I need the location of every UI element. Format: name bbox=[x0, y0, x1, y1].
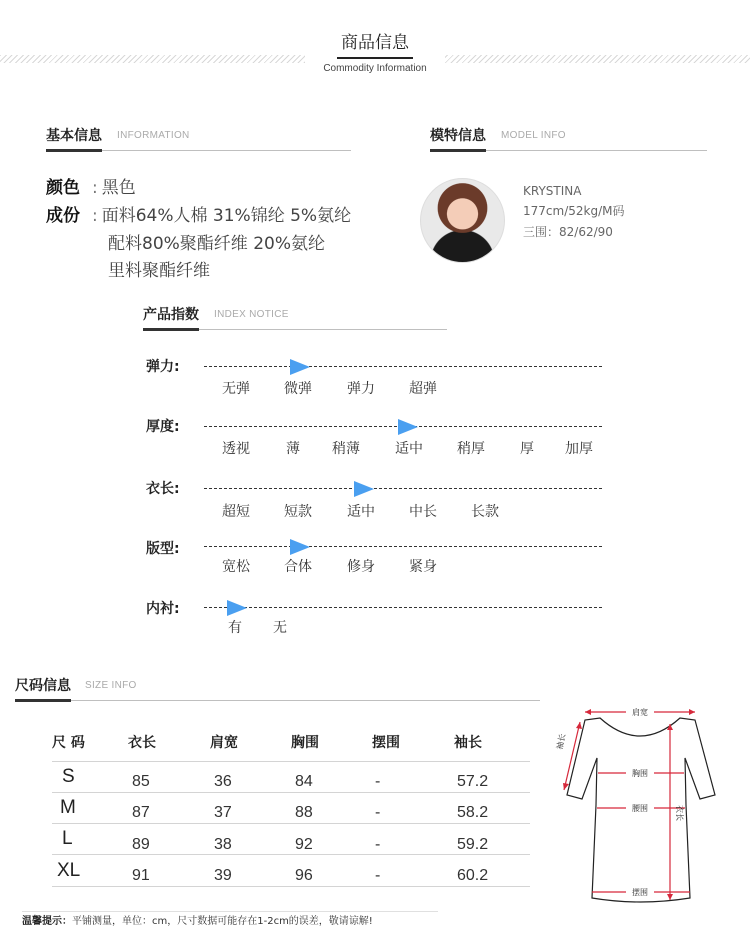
table-cell: 60.2 bbox=[457, 867, 489, 884]
index-line-lining bbox=[204, 607, 602, 608]
index-option: 超弹 bbox=[409, 381, 437, 397]
index-header bbox=[143, 306, 447, 330]
index-label-lining: 内衬: bbox=[146, 601, 180, 617]
table-cell: 84 bbox=[295, 773, 313, 790]
table-cell: 96 bbox=[295, 867, 313, 884]
table-header-chest: 胸围 bbox=[291, 735, 319, 751]
basic-info-title-en: INFORMATION bbox=[117, 130, 190, 141]
index-label-length: 衣长: bbox=[146, 481, 180, 497]
table-cell: 39 bbox=[214, 867, 232, 884]
index-label-thickness: 厚度: bbox=[146, 419, 180, 435]
table-cell: 37 bbox=[214, 804, 232, 821]
index-option: 有 bbox=[228, 620, 242, 636]
index-title-en: INDEX NOTICE bbox=[214, 309, 289, 320]
table-cell: 38 bbox=[214, 836, 232, 853]
table-cell-size: XL bbox=[57, 860, 81, 881]
index-arrow-elasticity bbox=[290, 359, 310, 375]
basic-info-title: 基本信息 bbox=[46, 128, 102, 144]
index-option: 无弹 bbox=[222, 381, 250, 397]
index-arrow-length bbox=[354, 481, 374, 497]
size-info-title: 尺码信息 bbox=[15, 678, 71, 694]
table-cell-size: L bbox=[62, 828, 73, 849]
table-cell: 89 bbox=[132, 836, 150, 853]
garment-diagram-svg bbox=[540, 700, 740, 915]
table-cell: 88 bbox=[295, 804, 313, 821]
composition-line-3: 里料聚酯纤维 bbox=[108, 261, 210, 281]
table-cell: 59.2 bbox=[457, 836, 489, 853]
size-info-title-en: SIZE INFO bbox=[85, 680, 137, 691]
index-option: 弹力 bbox=[347, 381, 375, 397]
index-option: 无 bbox=[273, 620, 287, 636]
tip-label: 温馨提示： bbox=[22, 916, 72, 927]
model-name: KRYSTINA bbox=[523, 184, 582, 198]
tip-text: 平铺测量，单位：cm，尺寸数据可能存在1-2cm的误差，敬请谅解! bbox=[72, 916, 373, 927]
model-stats: 177cm/52kg/M码 bbox=[523, 204, 625, 218]
table-cell: 92 bbox=[295, 836, 313, 853]
model-avatar bbox=[420, 178, 505, 263]
model-info-title-en: MODEL INFO bbox=[501, 130, 566, 141]
diagram-label-sleeve: 袖长 bbox=[555, 732, 568, 751]
table-divider bbox=[52, 886, 530, 887]
table-header-size: 尺 码 bbox=[52, 735, 85, 751]
measure-arrowhead bbox=[689, 709, 695, 715]
table-cell-size: S bbox=[62, 766, 75, 787]
model-info-title: 模特信息 bbox=[430, 128, 486, 144]
table-cell: 87 bbox=[132, 804, 150, 821]
table-header-hem: 摆围 bbox=[372, 735, 400, 751]
index-option: 微弹 bbox=[284, 381, 312, 397]
basic-info-header bbox=[46, 127, 351, 151]
table-cell: 57.2 bbox=[457, 773, 489, 790]
index-option: 稍薄 bbox=[332, 441, 360, 457]
color-row bbox=[46, 175, 136, 201]
table-cell: - bbox=[375, 867, 381, 884]
table-cell: - bbox=[375, 773, 381, 790]
measurement-tip bbox=[22, 911, 438, 933]
diagram-label-waist: 腰围 bbox=[632, 804, 648, 813]
index-arrow-lining bbox=[227, 600, 247, 616]
table-cell: 36 bbox=[214, 773, 232, 790]
measure-arrowhead bbox=[576, 722, 582, 729]
measure-arrowhead bbox=[585, 709, 591, 715]
table-header-length: 衣长 bbox=[128, 735, 156, 751]
table-divider bbox=[52, 854, 530, 855]
garment-diagram bbox=[540, 700, 740, 915]
index-option: 短款 bbox=[284, 504, 312, 520]
table-header-shoulder: 肩宽 bbox=[210, 735, 238, 751]
index-option: 加厚 bbox=[565, 441, 593, 457]
composition-colon: : bbox=[92, 206, 98, 226]
table-cell-size: M bbox=[60, 797, 76, 818]
page-subtitle: Commodity Information bbox=[323, 63, 427, 74]
model-measures: 三围：82/62/90 bbox=[523, 225, 613, 239]
index-option: 超短 bbox=[222, 504, 250, 520]
diagram-label-chest: 胸围 bbox=[632, 769, 648, 778]
index-line-fit bbox=[204, 546, 602, 547]
index-option: 修身 bbox=[347, 559, 375, 575]
index-option: 中长 bbox=[409, 504, 437, 520]
index-option: 紧身 bbox=[409, 559, 437, 575]
index-option: 薄 bbox=[286, 441, 300, 457]
table-divider bbox=[52, 761, 530, 762]
diagram-label-length: 衣长 bbox=[675, 805, 684, 821]
table-divider bbox=[52, 792, 530, 793]
index-label-fit: 版型: bbox=[146, 541, 180, 557]
index-option: 适中 bbox=[347, 504, 375, 520]
model-info-header bbox=[430, 127, 707, 151]
table-cell: - bbox=[375, 836, 381, 853]
index-option: 长款 bbox=[471, 504, 499, 520]
color-colon: : bbox=[92, 178, 98, 198]
index-option: 厚 bbox=[520, 441, 534, 457]
index-option: 宽松 bbox=[222, 559, 250, 575]
table-cell: 85 bbox=[132, 773, 150, 790]
index-option: 适中 bbox=[395, 441, 423, 457]
index-option: 合体 bbox=[284, 559, 312, 575]
index-title: 产品指数 bbox=[143, 307, 199, 323]
index-line-elasticity bbox=[204, 366, 602, 367]
index-label-elasticity: 弹力: bbox=[146, 359, 180, 375]
index-arrow-thickness bbox=[398, 419, 418, 435]
size-info-header bbox=[15, 677, 540, 701]
title-underline bbox=[337, 57, 413, 59]
index-arrow-fit bbox=[290, 539, 310, 555]
composition-row bbox=[46, 203, 351, 229]
index-line-length bbox=[204, 488, 602, 489]
composition-line-1: 面料64%人棉 31%锦纶 5%氨纶 bbox=[101, 206, 352, 226]
page-header bbox=[305, 32, 445, 78]
table-cell: 58.2 bbox=[457, 804, 489, 821]
composition-line-2: 配料80%聚酯纤维 20%氨纶 bbox=[108, 234, 325, 254]
color-label: 颜色 bbox=[46, 178, 80, 198]
diagram-label-shoulder: 肩宽 bbox=[632, 708, 648, 717]
index-option: 透视 bbox=[222, 441, 250, 457]
diagram-label-hem: 摆围 bbox=[632, 888, 648, 897]
index-option: 稍厚 bbox=[457, 441, 485, 457]
composition-label: 成份 bbox=[46, 206, 80, 226]
page-title: 商品信息 bbox=[341, 33, 409, 53]
table-header-sleeve: 袖长 bbox=[454, 735, 482, 751]
color-value: 黑色 bbox=[101, 178, 136, 198]
table-cell: 91 bbox=[132, 867, 150, 884]
table-cell: - bbox=[375, 804, 381, 821]
table-divider bbox=[52, 823, 530, 824]
